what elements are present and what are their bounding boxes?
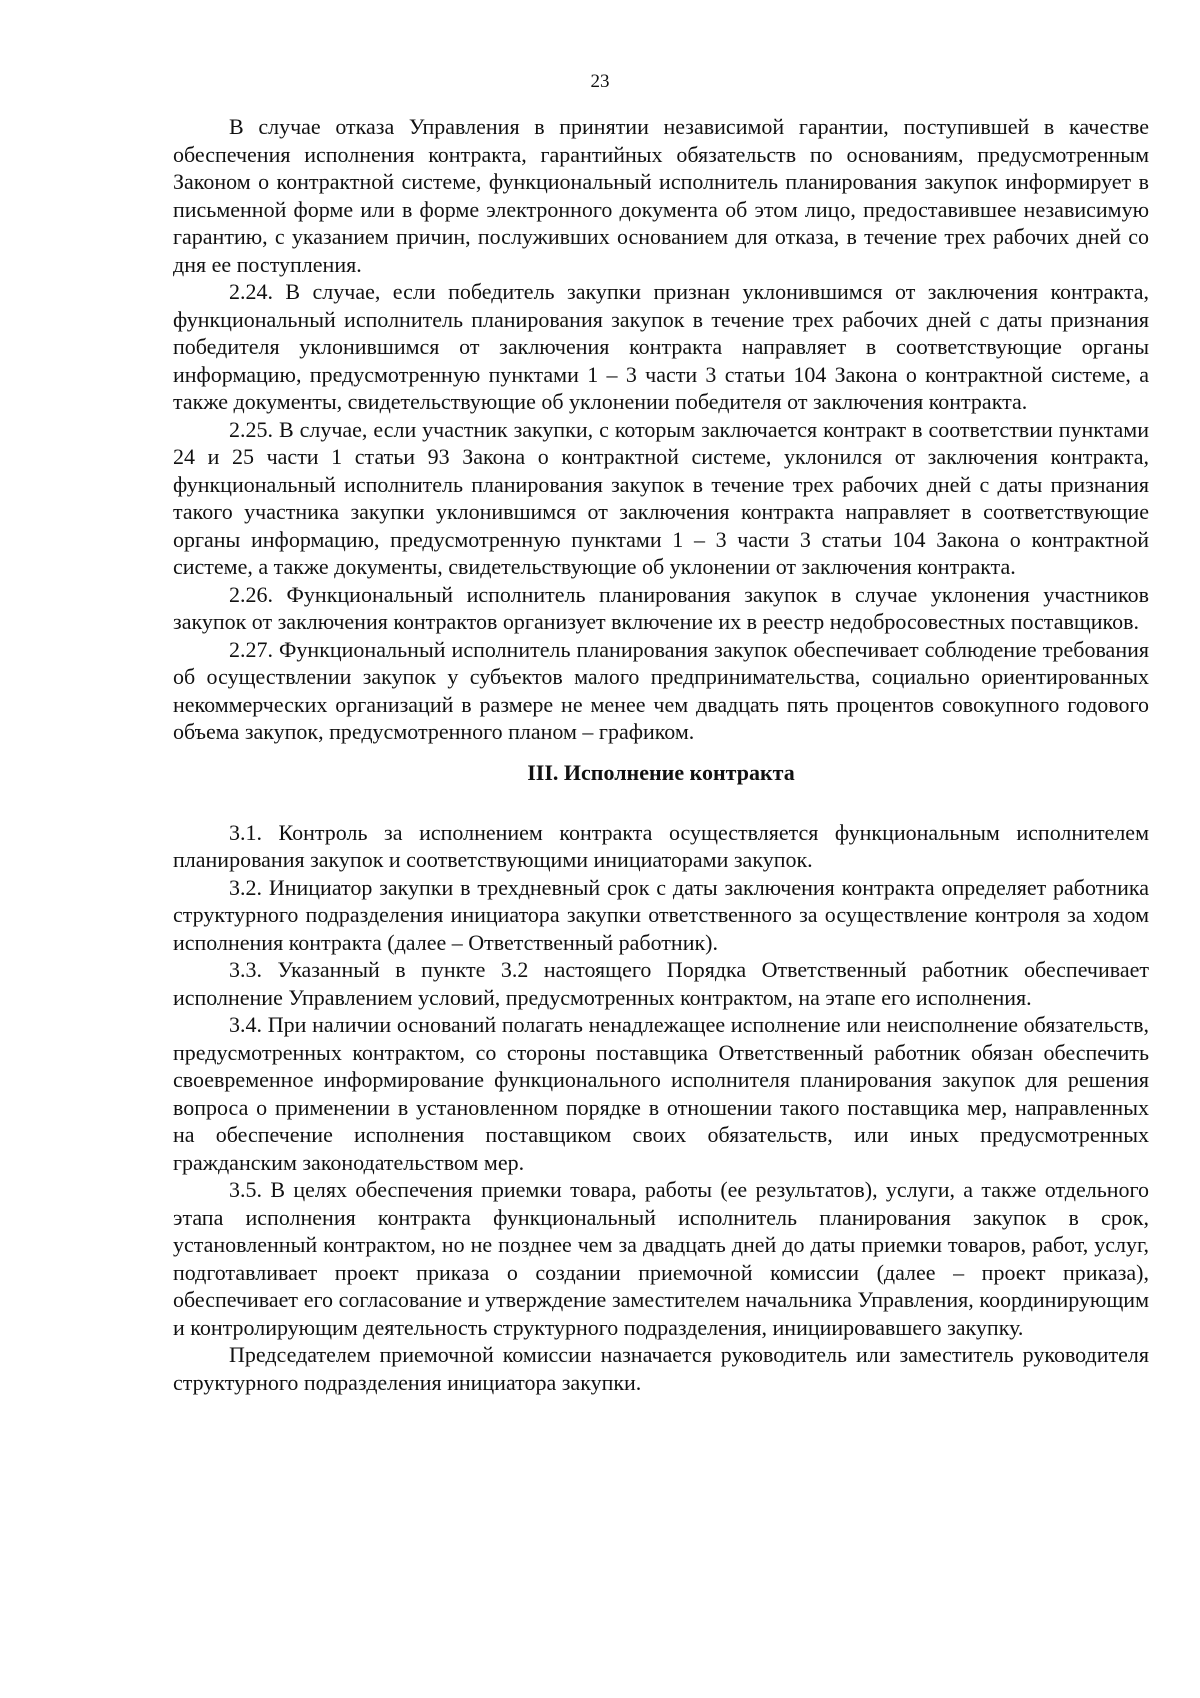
paragraph-3-4: 3.4. При наличии оснований полагать ненадлежащее исполнение или неисполнение обязательств, предусмотренных контрактом, со стороны поставщика Ответственный работник обязан обеспечить своевременное информирование функционального исполнителя планирования закупок для решения вопроса о применении в установленном порядке в отношении такого поставщика мер, направленных на обеспечение исполнения поставщиком своих обязательств, или иных предусмотренных гражданским законодательством мер. (173, 1012, 1149, 1175)
paragraph-2-25: 2.25. В случае, если участник закупки, с которым заключается контракт в соответствии пунктами 24 и 25 части 1 статьи 93 Закона о контрактной системе, уклонился от заключения контракта, функциональный исполнитель планирования закупок в течение трех рабочих дней с даты признания такого участника закупки уклонившимся от заключения контракта направляет в соответствующие органы информацию, предусмотренную пунктами 1 – 3 части 3 статьи 104 Закона о контрактной системе, а также документы, свидетельствующие об уклонении от заключения контракта. (173, 416, 1149, 579)
paragraph-commission-chair: Председателем приемочной комиссии назначается руководитель или заместитель руководителя структурного подразделения инициатора закупки. (173, 1342, 1149, 1395)
paragraph-2-26: 2.26. Функциональный исполнитель планирования закупок в случае уклонения участников закупок от заключения контрактов организует включение их в реестр недобросовестных поставщиков. (173, 581, 1149, 634)
paragraph-2-27: 2.27. Функциональный исполнитель планирования закупок обеспечивает соблюдение требования об осуществлении закупок у субъектов малого предпринимательства, социально ориентированных некоммерческих организаций в размере не менее чем двадцать пять процентов совокупного годового объема закупок, предусмотренного планом – графиком. (173, 636, 1149, 744)
paragraph-3-2: 3.2. Инициатор закупки в трехдневный срок с даты заключения контракта определяет работника структурного подразделения инициатора закупки ответственного за осуществление контроля за ходом исполнения контракта (далее – Ответственный работник). (173, 874, 1149, 955)
section-heading: III. Исполнение контракта (527, 759, 795, 785)
paragraph-2-24: 2.24. В случае, если победитель закупки признан уклонившимся от заключения контракта, функциональный исполнитель планирования закупок в течение трех рабочих дней с даты признания победителя уклонившимся от заключения контракта направляет в соответствующие органы информацию, предусмотренную пунктами 1 – 3 части 3 статьи 104 Закона о контрактной системе, а также документы, свидетельствующие об уклонении победителя от заключения контракта. (173, 279, 1149, 414)
paragraph-3-3: 3.3. Указанный в пункте 3.2 настоящего Порядка Ответственный работник обеспечивает исполнение Управлением условий, предусмотренных контрактом, на этапе его исполнения. (173, 957, 1149, 1010)
page-number: 23 (590, 71, 610, 92)
paragraph-guarantee-refusal: В случае отказа Управления в принятии независимой гарантии, поступившей в качестве обеспечения исполнения контракта, гарантийных обязательств по основаниям, предусмотренным Законом о контрактной системе, функциональный исполнитель планирования закупок информирует в письменной форме или в форме электронного документа об этом лицо, предоставившее независимую гарантию, с указанием причин, послуживших основанием для отказа, в течение трех рабочих дней со дня ее поступления. (173, 114, 1149, 277)
paragraph-3-1: 3.1. Контроль за исполнением контракта осуществляется функциональным исполнителем планирования закупок и соответствующими инициаторами закупок. (173, 819, 1149, 872)
paragraph-3-5: 3.5. В целях обеспечения приемки товара, работы (ее результатов), услуги, а также отдельного этапа исполнения контракта функциональный исполнитель планирования закупок в срок, установленный контрактом, но не позднее чем за двадцать дней до даты приемки товаров, работ, услуг, подготавливает проект приказа о создании приемочной комиссии (далее – проект приказа), обеспечивает его согласование и утверждение заместителем начальника Управления, координирующим и контролирующим деятельность структурного подразделения, инициировавшего закупку. (173, 1177, 1149, 1340)
document-body (173, 113, 1149, 1396)
